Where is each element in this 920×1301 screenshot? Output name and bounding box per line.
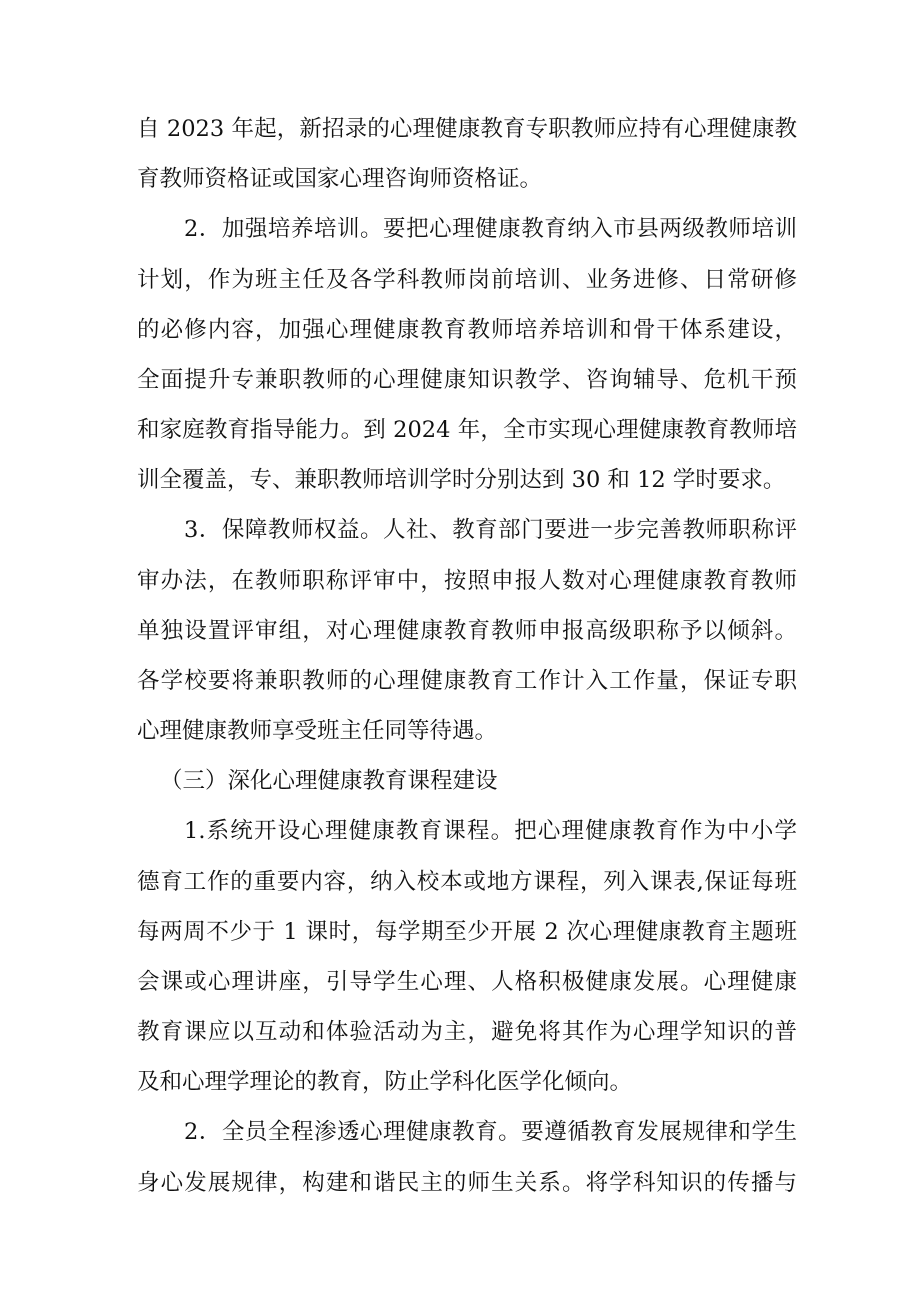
paragraph-line: 训全覆盖，专、兼职教师培训学时分别达到 30 和 12 学时要求。 [137,467,786,493]
paragraph-line: 2．加强培养培训。要把心理健康教育纳入市县两级教师培训 [184,216,797,242]
paragraph-line: 的必修内容，加强心理健康教育教师培养培训和骨干体系建设， [137,317,797,343]
paragraph-line: 教育课应以互动和体验活动为主，避免将其作为心理学知识的普 [137,1019,797,1045]
paragraph-line: 会课或心理讲座，引导学生心理、人格积极健康发展。心理健康 [137,969,797,995]
section-heading: （三）深化心理健康教育课程建设 [160,768,498,794]
paragraph-line: 身心发展规律，构建和谐民主的师生关系。将学科知识的传播与 [137,1170,797,1196]
paragraph-line: 各学校要将兼职教师的心理健康教育工作计入工作量，保证专职 [137,668,797,694]
paragraph-line: 计划，作为班主任及各学科教师岗前培训、业务进修、日常研修 [137,267,797,293]
paragraph-line: 心理健康教师享受班主任同等待遇。 [137,718,498,744]
paragraph-line: 2．全员全程渗透心理健康教育。要遵循教育发展规律和学生 [184,1119,797,1145]
paragraph-line: 每两周不少于 1 课时，每学期至少开展 2 次心理健康教育主题班 [137,919,797,945]
paragraph-line: 全面提升专兼职教师的心理健康知识教学、咨询辅导、危机干预 [137,367,797,393]
paragraph-line: 德育工作的重要内容，纳入校本或地方课程，列入课表,保证每班 [137,869,797,895]
paragraph-line: 3．保障教师权益。人社、教育部门要进一步完善教师职称评 [184,517,797,543]
paragraph-line: 自 2023 年起，新招录的心理健康教育专职教师应持有心理健康教 [137,116,797,142]
paragraph-line: 单独设置评审组，对心理健康教育教师申报高级职称予以倾斜。 [137,618,797,644]
paragraph-line: 1.系统开设心理健康教育课程。把心理健康教育作为中小学 [184,818,797,844]
paragraph-line: 育教师资格证或国家心理咨询师资格证。 [137,166,543,192]
paragraph-line: 和家庭教育指导能力。到 2024 年，全市实现心理健康教育教师培 [137,417,797,443]
paragraph-line: 及和心理学理论的教育，防止学科化医学化倾向。 [137,1069,633,1095]
paragraph-line: 审办法，在教师职称评审中，按照申报人数对心理健康教育教师 [137,568,797,594]
